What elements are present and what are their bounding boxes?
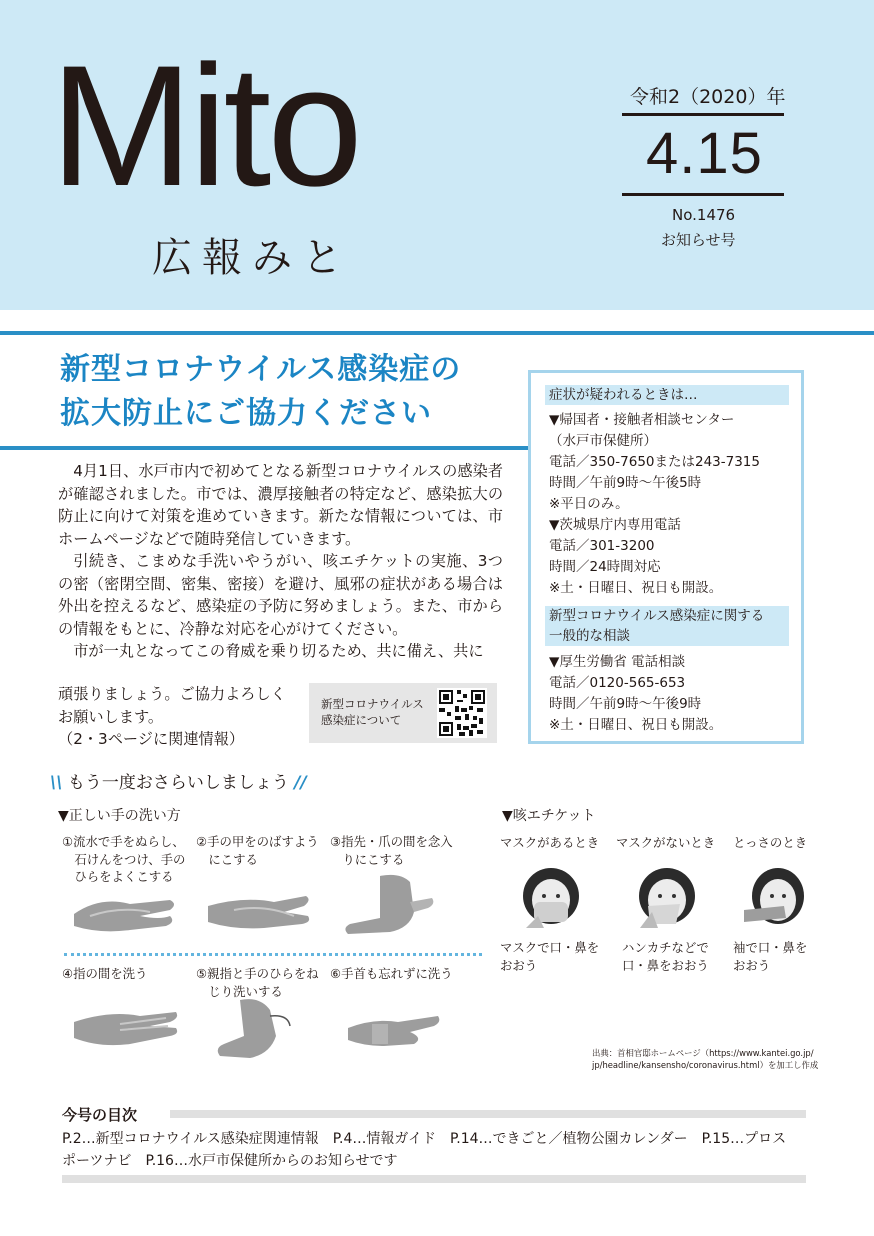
edition-label: お知らせ号 [661, 231, 736, 249]
center-tel: 電話／350-7650または243-7315 [549, 454, 760, 470]
step-line: 石けんをつけ、手の [62, 851, 186, 867]
center-note: ※平日のみ。 [549, 496, 629, 512]
cough-caption [733, 939, 807, 974]
paragraph-line: お願いします。 [58, 707, 164, 726]
hand-wash-fingertips-icon [340, 872, 440, 940]
center-sub: （水戸市保健所） [549, 433, 657, 449]
handwash-step [62, 833, 185, 886]
caption-line: マスクで口・鼻を [500, 940, 600, 955]
handwash-step [196, 833, 319, 868]
toc-title: 今号の目次 [62, 1106, 138, 1124]
paragraph: 市が一丸となってこの脅威を乗り切るため、共に備え、共に [73, 642, 484, 660]
caption-line: おおう [500, 957, 538, 973]
article-tail [58, 683, 286, 751]
step-line: ⑤親指と手のひらをね [196, 966, 319, 981]
step-line: ①流水で手をぬらし、 [62, 834, 185, 849]
cough-case-label: マスクがないとき [616, 835, 716, 850]
handwash-step [196, 965, 319, 1000]
issue-number: No.1476 [672, 206, 736, 224]
divider [622, 193, 784, 196]
hand-wash-between-fingers-icon [70, 1004, 182, 1054]
toc-bar [170, 1110, 806, 1118]
section-title [50, 768, 307, 793]
qr-caption-line: 新型コロナウイルス [321, 697, 424, 711]
dotted-divider [64, 953, 482, 956]
caption-line: 袖で口・鼻を [733, 940, 808, 955]
cough-case-label: とっさのとき [733, 835, 808, 850]
mhlw-time: 時間／午前9時～午後9時 [549, 696, 702, 712]
paragraph: 4月1日、水戸市内で初めてとなる新型コロナウイルスの感染者が確認されました。市では、濃厚接触者の特定など、感染拡大の防止に向けて対策を進めていきます。新たな情報については、市ホームページなどで随時発信していきます。 [58, 462, 503, 548]
toc-bar [62, 1175, 806, 1183]
hand-wash-palms-icon [70, 886, 180, 938]
step-line: じり洗いする [196, 983, 283, 999]
center-name: ▼帰国者・接触者相談センター [549, 412, 735, 428]
issue-date: 4.15 [646, 121, 763, 186]
masthead [0, 0, 874, 310]
step-line: ④指の間を洗う [62, 966, 148, 981]
caption-line: おおう [733, 957, 771, 973]
source-line: jp/headline/kansensho/coronavirus.html）を加工し作成 [592, 1060, 819, 1070]
caption-line: 口・鼻をおおう [622, 957, 709, 973]
source-line: 出典：首相官邸ホームページ（https://www.kantei.go.jp/ [592, 1048, 814, 1058]
hand-wash-wrist-icon [344, 1004, 444, 1054]
qr-caption [321, 696, 424, 728]
center-time: 時間／午前9時～午後5時 [549, 475, 702, 491]
cough-heading: ▼咳エチケット [502, 808, 596, 824]
accent-mark-icon: \\ [50, 773, 63, 793]
pref-time: 時間／24時間対応 [549, 559, 661, 575]
step-line: ②手の甲をのばすよう [196, 834, 319, 849]
pref-name: ▼茨城県庁内専用電話 [549, 517, 681, 533]
toc-line: ポーツナビ P.16…水戸市保健所からのお知らせです [62, 1153, 398, 1169]
qr-info-box[interactable] [309, 683, 497, 743]
mhlw-note: ※土・日曜日、祝日も開設。 [549, 717, 723, 733]
divider [622, 113, 784, 116]
hand-wash-thumb-icon [210, 996, 302, 1062]
headline-line: 拡大防止にご協力ください [60, 396, 432, 431]
paragraph-line: 頑張りましょう。ご協力よろしく [58, 685, 286, 703]
headline-line: 新型コロナウイルス感染症の [60, 352, 462, 387]
section-header-line: 新型コロナウイルス感染症に関する [549, 608, 765, 624]
divider [0, 331, 874, 335]
qr-code-icon[interactable] [437, 688, 487, 738]
handwash-step [330, 965, 453, 983]
cough-caption [500, 939, 599, 974]
step-line: ⑥手首も忘れずに洗う [330, 966, 453, 981]
mhlw-tel: 電話／0120-565-653 [549, 675, 686, 691]
handkerchief-person-icon [636, 866, 698, 932]
mhlw-name: ▼厚生労働省 電話相談 [549, 654, 686, 670]
step-line: にこする [196, 851, 258, 867]
cough-caption [622, 939, 709, 974]
step-line: りにこする [330, 851, 405, 867]
pref-note: ※土・日曜日、祝日も開設。 [549, 580, 723, 596]
section-header-line: 一般的な相談 [549, 628, 630, 644]
table-of-contents [62, 1128, 812, 1172]
step-line: ③指先・爪の間を念入 [330, 834, 453, 849]
section-header: 症状が疑われるときは… [545, 385, 789, 405]
issue-year: 令和2（2020）年 [630, 86, 786, 108]
caption-line: ハンカチなどで [622, 940, 709, 955]
paragraph: 引続き、こまめな手洗いやうがい、咳エチケットの実施、3つの密（密閉空間、密集、密接）を避け、風邪の症状がある場合は外出を控えるなど、感染症の予防に努めましょう。また、市からの情報をもとに、冷静な対応を心がけてください。 [58, 552, 503, 638]
hand-wash-back-icon [204, 886, 314, 938]
accent-mark-icon: // [294, 773, 307, 793]
handwash-step [62, 965, 147, 983]
source-credit [592, 1047, 818, 1071]
logo-mito: Mito [50, 30, 359, 222]
qr-caption-line: 感染症について [321, 713, 402, 727]
toc-line: P.2…新型コロナウイルス感染症関連情報 P.4…情報ガイド P.14…できごと／植物公園カレンダー P.15…プロス [62, 1131, 787, 1147]
consultation-box [528, 370, 804, 744]
step-line: ひらをよくこする [62, 869, 174, 884]
cough-case-label: マスクがあるとき [500, 835, 600, 850]
section-header [545, 606, 789, 646]
pref-tel: 電話／301-3200 [549, 538, 655, 554]
handwash-heading: ▼正しい手の洗い方 [58, 808, 181, 824]
mask-person-icon [520, 866, 582, 932]
related-pages-note: （2・3ページに関連情報） [58, 730, 245, 748]
handwash-step [330, 833, 453, 868]
section-title-text: もう一度おさらいしましょう [67, 773, 289, 793]
sleeve-person-icon [744, 866, 806, 932]
divider [0, 446, 528, 450]
page-title [60, 348, 461, 436]
article-body [58, 460, 503, 663]
publication-subtitle: 広報みと [152, 235, 352, 281]
